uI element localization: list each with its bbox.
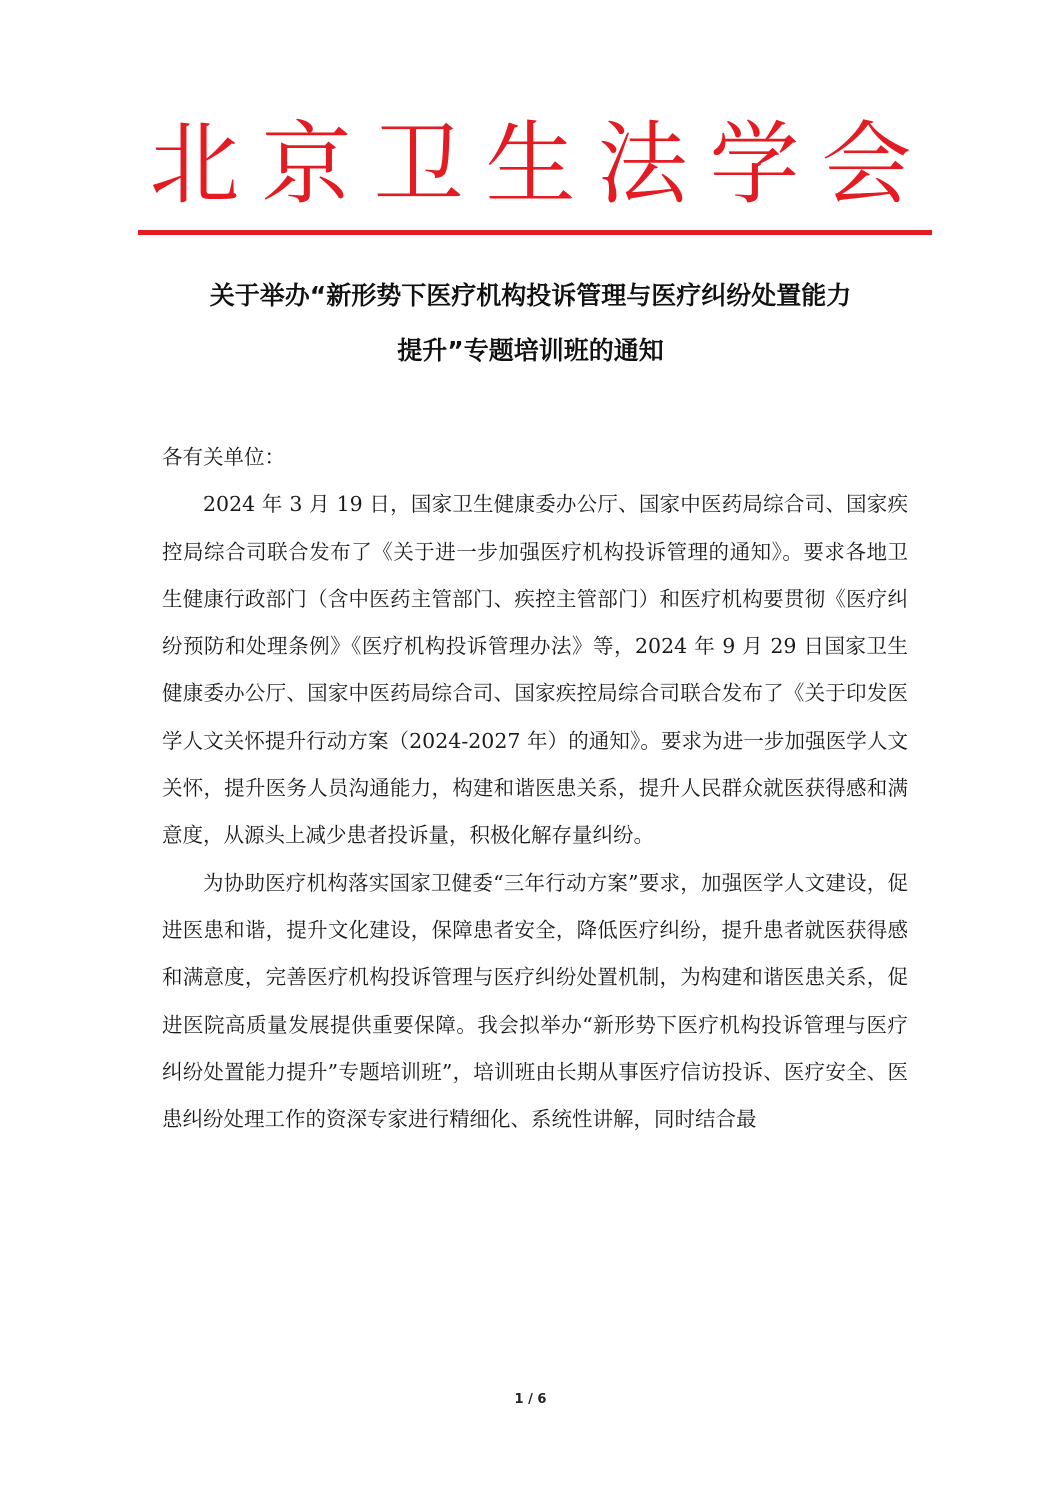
red-divider [138, 230, 932, 235]
document-title [130, 268, 931, 378]
title-line-1: 关于举办“新形势下医疗机构投诉管理与医疗纠纷处置能力 [209, 281, 852, 310]
salutation: 各有关单位： [162, 445, 285, 469]
paragraph-2: 为协助医疗机构落实国家卫健委“三年行动方案”要求，加强医学人文建设，促进医患和谐，提升文化建设，保障患者安全，降低医疗纠纷，提升患者就医获得感和满意度，完善医疗机构投诉管理与医疗纠纷处置机制，为构建和谐医患关系，促进医院高质量发展提供重要保障。我会拟举办“新形势下医疗机构投诉管理与医疗纠纷处置能力提升”专题培训班”，培训班由长期从事医疗信访投诉、医疗安全、医患纠纷处理工作的资深专家进行精细化、系统性讲解，同时结合最 [162, 870, 908, 1132]
org-name-heading: 北京卫生法学会 [149, 112, 934, 217]
page-number: 1 / 6 [514, 1392, 547, 1407]
document-body [162, 434, 908, 1143]
paragraph-1: 2024 年 3 月 19 日，国家卫生健康委办公厅、国家中医药局综合司、国家疾控局综合司联合发布了《关于进一步加强医疗机构投诉管理的通知》。要求各地卫生健康行政部门（含中医药主管部门、疾控主管部门）和医疗机构要贯彻《医疗纠纷预防和处理条例》《医疗机构投诉管理办法》等，2024 年 9 月 29 日国家卫生健康委办公厅、国家中医药局综合司、国家疾控局综合司联合发布了《关于印发医学人文关怀提升行动方案（2024-2027 年）的通知》。要求为进一步加强医学人文关怀，提升医务人员沟通能力，构建和谐医患关系，提升人民群众就医获得感和满意度，从源头上减少患者投诉量，积极化解存量纠纷。 [162, 492, 908, 848]
title-line-2: 提升”专题培训班的通知 [397, 336, 664, 365]
